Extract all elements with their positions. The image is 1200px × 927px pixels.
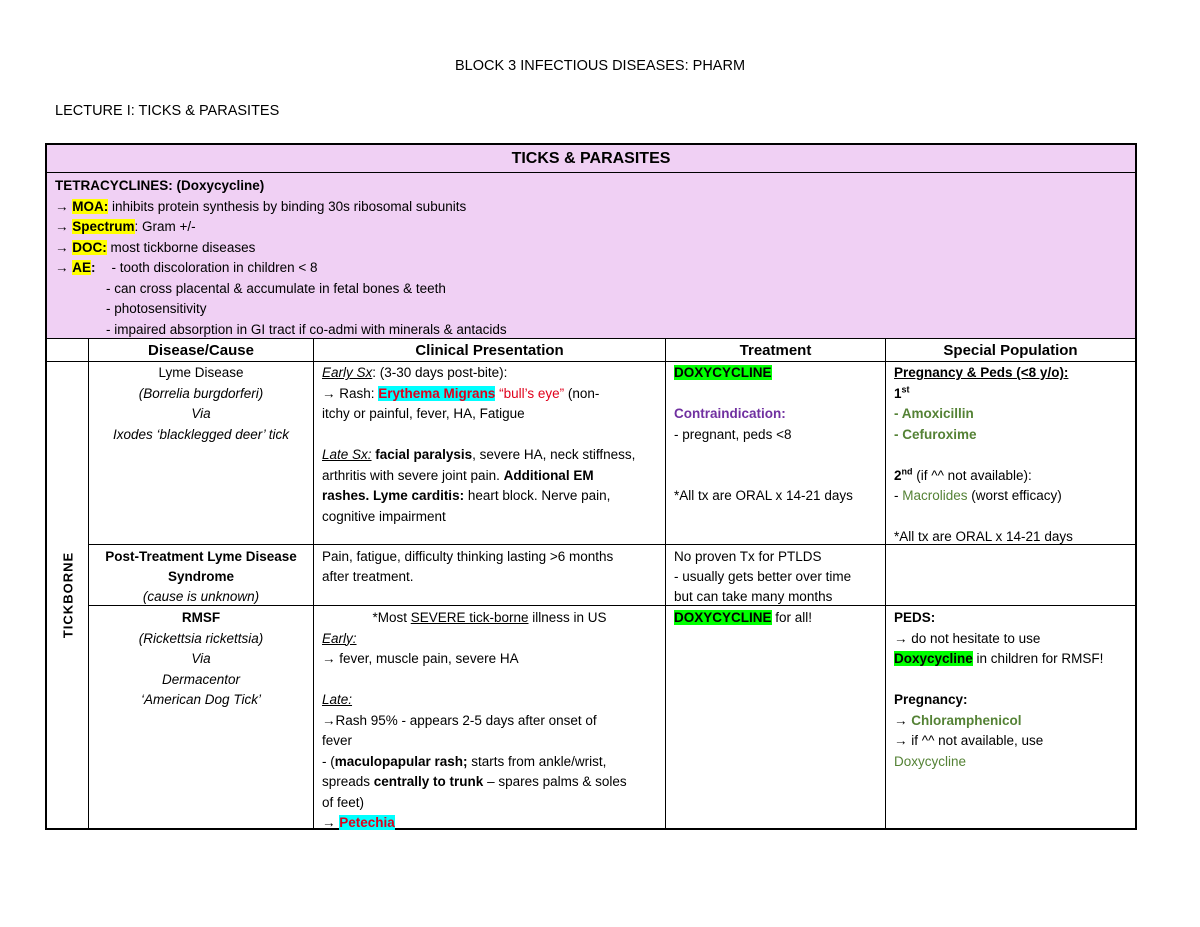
organism: (Borrelia burgdorferi) [138,385,264,401]
moa-line [55,197,1127,218]
second-line: 2 [894,467,902,483]
late-bold: facial paralysis [371,447,473,462]
spectrum-line [55,217,1127,238]
arrow-icon: → [55,219,69,234]
most-underline: SEVERE tick-borne [410,610,529,625]
drug-cefuroxime: - Cefuroxime [894,426,977,442]
early-label: Early Sx [322,365,373,380]
pregnancy-label: Pregnancy: [894,692,968,707]
late-text: - ( [322,753,335,769]
treatment-text: but can take many months [674,589,833,604]
moa-label: MOA: [72,198,109,214]
late-bold: Additional EM [503,467,594,483]
via: Via [191,651,211,666]
treatment-note: *All tx are ORAL x 14-21 days [674,488,853,503]
late-label: Late: [322,692,353,707]
doc-label: DOC: [72,239,107,255]
drug-doxycycline: Doxycycline [894,753,967,769]
treatment-text: - usually gets better over time [674,569,852,584]
drug-table [45,143,1137,830]
disease-name: Post-Treatment Lyme Disease [105,549,297,564]
drug-amoxicillin: - Amoxicillin [894,406,974,421]
early-symptoms: → fever, muscle pain, severe HA [322,651,519,666]
via: Via [191,406,211,421]
ae-item: - impaired absorption in GI tract if co-admi with minerals & antacids [106,321,507,337]
lyme-disease-cell [89,361,313,447]
organism: (Rickettsia rickettsia) [138,630,264,646]
peds-text: → do not hesitate to use [894,630,1041,646]
late-text: fever [322,733,353,748]
late-text: , severe HA, neck stiffness, [472,447,636,462]
tetracyclines-box [47,173,1135,339]
arrow-icon: → [55,239,69,255]
arrow-icon: → [55,260,69,275]
doc-line [55,238,1127,259]
peds-text: in children for RMSF! [972,651,1104,666]
arrow-icon: → [55,198,69,214]
most-text: illness in US [528,610,607,625]
lecture-heading: LECTURE I: TICKS & PARASITES [55,103,280,119]
treatment-text: for all! [771,610,813,625]
petechia: Petechia [339,815,395,830]
first-line: 1 [894,385,902,401]
contraindication-text: - pregnant, peds <8 [674,426,792,442]
macro-dash: - [894,488,903,503]
bulls-eye: “bull’s eye” [495,385,565,401]
drug-macrolides: Macrolides [902,488,968,503]
doc-text: most tickborne diseases [106,239,256,255]
cause: (cause is unknown) [142,589,260,604]
late-bold: maculopapular rash; [334,753,468,769]
rmsf-special-cell [886,606,1135,774]
arrow-icon: → [322,815,340,830]
moa-text: inhibits protein synthesis by binding 30s ribosomal subunits [108,198,467,214]
rash-prefix: → Rash: [322,385,379,401]
second-sup: nd [901,466,913,476]
special-note: *All tx are ORAL x 14-21 days [894,529,1073,544]
late-text: – spares palms & soles [483,774,627,789]
ptlds-treatment-cell [666,545,885,609]
vector: Ixodes ‘blacklegged deer’ tick [112,426,290,442]
side-label-text: TICKBORNE [60,551,75,638]
late-text: heart block. Nerve pain, [464,488,611,503]
header-disease: Disease/Cause [148,342,254,359]
clinical-text: after treatment. [322,569,414,584]
late-label: Late Sx: [322,447,372,462]
ae-item: - tooth discoloration in children < 8 [111,260,318,275]
peds-label: PEDS: [894,610,936,625]
clinical-text: Pain, fatigue, difficulty thinking lasting >6 months [322,549,614,564]
spectrum-text: : Gram +/- [134,219,196,234]
pregnancy-alt: → if ^^ not available, use [894,733,1044,748]
late-bold: centrally to trunk [373,774,484,789]
ae-label: AE [72,260,92,275]
contraindication-label: Contraindication: [674,406,786,421]
late-text: of feet) [322,794,365,810]
ptlds-disease-cell [89,545,313,609]
late-text: →Rash 95% - appears 2-5 days after onset of [322,712,597,728]
header-clinical: Clinical Presentation [415,342,564,359]
ae-item: - can cross placental & accumulate in fetal bones & teeth [106,280,446,296]
lyme-special-cell [886,361,1135,550]
rmsf-treatment-cell [666,606,885,631]
first-sup: st [901,384,910,394]
drug-doxycycline: Doxycycline [894,651,973,666]
ae-line [55,258,1127,279]
spectrum-label: Spectrum [72,219,135,234]
tetracyclines-heading: TETRACYCLINES: (Doxycycline) [55,178,265,193]
table-title: TICKS & PARASITES [47,145,1135,173]
early-rest: : (3-30 days post-bite): [372,365,508,380]
special-title: Pregnancy & Peds (<8 y/o): [894,365,1069,380]
rash-rest: (non- [564,385,600,401]
ae-item: - photosensitivity [106,301,207,316]
rash-line2: itchy or painful, fever, HA, Fatigue [322,406,525,421]
tickborne-label [47,361,88,828]
ae-colon: : [91,260,96,275]
vector: Dermacentor [161,671,241,687]
late-text: cognitive impairment [322,508,446,524]
disease-name: Lyme Disease [158,365,244,380]
drug-doxycycline: DOXYCYCLINE [674,610,772,625]
late-bold: rashes. Lyme carditis: [322,488,465,503]
treatment-text: No proven Tx for PTLDS [674,549,822,564]
ptlds-clinical-cell [314,545,665,589]
early-label: Early: [322,630,357,646]
document-title: BLOCK 3 INFECTIOUS DISEASES: PHARM [454,58,746,74]
header-special-population: Special Population [943,342,1078,359]
arrow-icon: → [894,712,912,728]
drug-doxycycline: DOXYCYCLINE [674,365,772,380]
macro-rest: (worst efficacy) [967,488,1062,503]
rmsf-disease-cell [89,606,313,713]
erythema-migrans: Erythema Migrans [378,385,496,401]
disease-name: Syndrome [167,569,235,584]
late-text: starts from ankle/wrist, [467,753,607,769]
header-treatment: Treatment [739,342,812,359]
lyme-clinical-cell [314,361,665,529]
late-text: spreads [322,774,374,789]
lyme-treatment-cell [666,361,885,509]
most-text: *Most [372,610,411,625]
rmsf-clinical-cell [314,606,665,836]
late-text: arthritis with severe joint pain. [322,467,504,483]
disease-name: RMSF [181,610,221,625]
drug-chloramphenicol: Chloramphenicol [911,712,1022,728]
vector: ‘American Dog Tick’ [141,692,261,707]
second-rest: (if ^^ not available): [912,467,1032,483]
